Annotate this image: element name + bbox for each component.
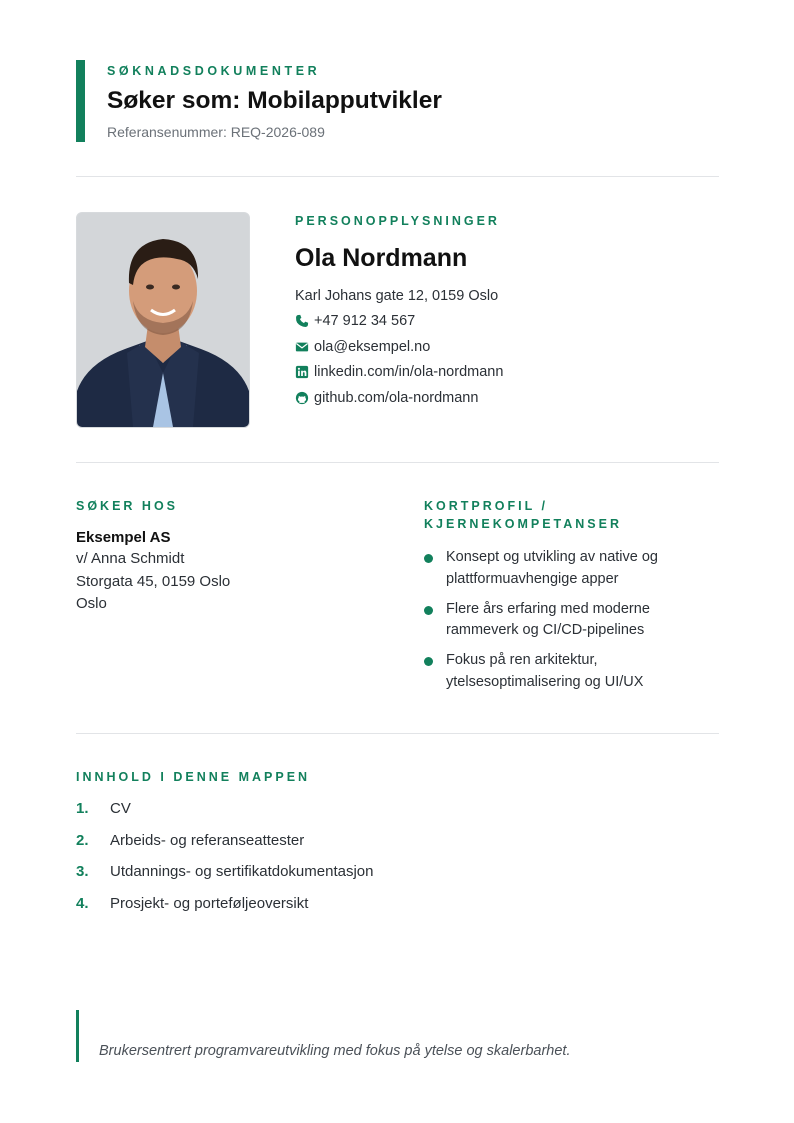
- phone-icon: [295, 314, 309, 328]
- contact-details: [295, 283, 715, 411]
- linkedin-link[interactable]: linkedin.com/in/ola-nordmann: [314, 364, 504, 381]
- item-text: Arbeids- og referanseattester: [110, 831, 305, 849]
- profile-photo: [76, 212, 250, 428]
- github-link[interactable]: github.com/ola-nordmann: [314, 389, 479, 406]
- bullet-text: Konsept og utvikling av native og plattformuavhengige apper: [446, 549, 658, 587]
- header-kicker: SØKNADSDOKUMENTER: [107, 64, 321, 78]
- list-item: [76, 895, 719, 927]
- item-number: 4.: [76, 894, 89, 912]
- folder-contents-section: [76, 768, 719, 926]
- linkedin-row: [295, 360, 715, 386]
- address-line: Storgata 45, 0159 Oslo: [76, 572, 231, 590]
- divider: [76, 176, 719, 177]
- email-text: ola@eksempel.no: [314, 338, 431, 355]
- contents-list: [76, 800, 719, 926]
- phone-text: +47 912 34 567: [314, 313, 416, 330]
- bullet-text: Fokus på ren arkitektur, ytelsesoptimalisering og UI/UX: [446, 652, 644, 690]
- email-row: [295, 334, 715, 360]
- reference-number: Referansenummer: REQ-2026-089: [107, 124, 325, 140]
- section-label-applying: SØKER HOS: [76, 499, 179, 513]
- item-number: 2.: [76, 831, 89, 849]
- applicant-name: Ola Nordmann: [295, 244, 468, 272]
- document-header: [76, 60, 719, 142]
- applying-to-section: [76, 497, 376, 616]
- list-item: [76, 832, 719, 864]
- item-text: CV: [110, 800, 131, 817]
- divider: [76, 462, 719, 463]
- address-line: Oslo: [76, 595, 107, 612]
- item-number: 1.: [76, 800, 89, 817]
- address-row: [295, 283, 715, 309]
- list-item: [424, 599, 724, 642]
- item-text: Utdannings- og sertifikatdokumentasjon: [110, 863, 374, 880]
- item-text: Prosjekt- og porteføljeoversikt: [110, 894, 309, 912]
- header-accent-bar: [76, 60, 85, 142]
- linkedin-icon: [295, 365, 309, 379]
- profile-section: [424, 497, 724, 702]
- competence-list: [424, 547, 724, 693]
- document-page: [76, 0, 719, 1123]
- bullet-dot: [424, 554, 433, 563]
- email-icon: [295, 340, 309, 354]
- page-title: Søker som: Mobilapputvikler: [107, 87, 442, 114]
- address-line: v/ Anna Schmidt: [76, 550, 185, 567]
- bullet-dot: [424, 657, 433, 666]
- section-label-profile: [424, 497, 724, 533]
- list-item: [76, 863, 719, 895]
- phone-row: [295, 309, 715, 335]
- github-row: [295, 385, 715, 411]
- bullet-text: Flere års erfaring med moderne rammeverk og CI/CD-pipelines: [446, 600, 650, 638]
- item-number: 3.: [76, 863, 89, 880]
- divider: [76, 733, 719, 734]
- section-label-personal: PERSONOPPLYSNINGER: [295, 214, 500, 228]
- quote-accent-bar: [76, 1010, 79, 1062]
- section-label-contents: INNHOLD I DENNE MAPPEN: [76, 770, 311, 784]
- github-icon: [295, 391, 309, 405]
- company-address: [76, 548, 376, 616]
- company-name: Eksempel AS: [76, 529, 171, 546]
- list-item: [76, 800, 719, 832]
- bullet-dot: [424, 606, 433, 615]
- footer-quote: [76, 1010, 719, 1062]
- list-item: [424, 547, 724, 590]
- quote-text: Brukersentrert programvareutvikling med fokus på ytelse og skalerbarhet.: [99, 1043, 571, 1059]
- section-label-profile-line1: KORTPROFIL /: [424, 499, 548, 513]
- personal-info: [295, 212, 715, 411]
- list-item: [424, 650, 724, 693]
- section-label-profile-line2: KJERNEKOMPETANSER: [424, 517, 623, 531]
- address-text: Karl Johans gate 12, 0159 Oslo: [295, 287, 499, 304]
